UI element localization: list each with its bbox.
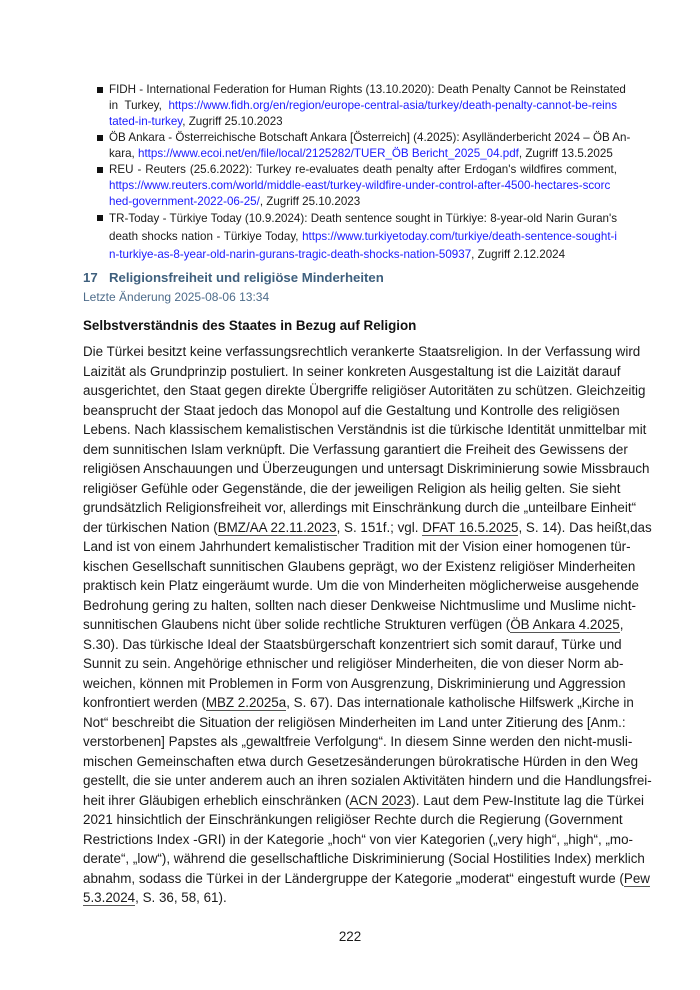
text-line <box>109 162 617 178</box>
text-line <box>83 810 623 830</box>
text-line <box>83 537 631 557</box>
reference-url-link[interactable]: n-turkiye-as-8-year-old-narin-gurans-tragic-death-shocks-nation-50937 <box>109 248 472 261</box>
text-span: kischen Gesellschaft sunnitischen Glaubens geprägt, wo der Existenz religiöser Minderheiten <box>83 558 636 574</box>
reference-url-link[interactable]: https://www.turkiyetoday.com/turkiye/death-sentence-sought-i <box>302 230 617 243</box>
text-line <box>109 246 617 264</box>
text-span: Die Türkei besitzt keine verfassungsrechtlich verankerte Staatsreligion. In der Verfassung wird <box>83 344 641 359</box>
reference-url-link[interactable]: tated-in-turkey <box>109 115 183 128</box>
text-span: praktisch kein Platz eingeräumt wurde. Um die von Minderheiten möglicherweise ausgehende <box>83 578 640 593</box>
text-span: , S. 67). Das internationale katholische Hilfswerk „Kirche in <box>286 695 634 710</box>
text-span: heit ihrer Gläubigen erheblich einschränken ( <box>83 792 350 808</box>
text-line <box>83 596 637 616</box>
text-line <box>83 830 633 850</box>
text-line <box>83 576 640 596</box>
bullet-icon <box>97 215 103 221</box>
text-span: ausgerichtet, den Staat gegen direkte Übergriffe religiöser Autoritäten zu schützen. Gleichzeitig <box>83 383 646 398</box>
text-span: religiösen Anschauungen und Überzeugungen und untersagt Diskriminierung sowie Missbrauch <box>83 461 650 476</box>
text-span: Bedrohung gering zu halten, sollten nach dieser Denkweise Nichtmuslime und Muslime nicht- <box>83 597 637 613</box>
text-span: sunnitischen Glaubens nicht über solide rechtliche Strukturen verfügen ( <box>83 617 511 632</box>
subheading: Selbstverständnis des Staates in Bezug auf Religion <box>83 318 417 333</box>
text-line <box>109 130 631 146</box>
text-span: mischen Gemeinschaften etwa durch Gesetzesänderungen bürokratische Hürden in den Weg <box>83 753 639 769</box>
reference-url-link[interactable]: https://www.reuters.com/world/middle-east/turkey-wildfire-under-control-after-4500-hectares-scorc <box>109 179 611 192</box>
text-line <box>83 420 647 440</box>
citation-link[interactable]: ÖB Ankara 4.2025 <box>510 617 620 632</box>
section-heading <box>83 270 384 286</box>
text-line <box>109 178 617 194</box>
reference-url-link[interactable]: https://www.fidh.org/en/region/europe-central-asia/turkey/death-penalty-cannot-be-reins <box>168 99 617 112</box>
text-span: religiöser Gefühle oder Gegenstände, die der jeweiligen Religion als heilig gelten. Sie sieht <box>83 480 621 496</box>
text-line <box>83 713 626 733</box>
text-line <box>83 849 645 869</box>
text-span: gestellt, die sie unter anderem auch an ihren sozialen Aktivitäten hindern und die Handlungsfrei- <box>83 773 652 788</box>
text-span: , Zugriff 2.12.2024 <box>471 248 566 261</box>
text-line <box>83 440 628 460</box>
body-paragraph <box>83 342 652 908</box>
text-span: Lebens. Nach klassischem kemalistischen Verständnis ist die türkische Identität unmittelbar mit <box>83 422 647 437</box>
text-line <box>83 342 641 362</box>
section-title: Religionsfreiheit und religiöse Minderheiten <box>109 270 384 285</box>
text-line <box>83 459 650 479</box>
text-span: death shocks nation - Türkiye Today, <box>109 230 303 243</box>
text-span: , S. 151f.; vgl. <box>336 519 423 535</box>
text-line <box>83 635 622 655</box>
text-span: beansprucht der Staat jedoch das Monopol auf die Gestaltung und Kontrolle des religiösen <box>83 402 620 418</box>
citation-link[interactable]: BMZ/AA 22.11.2023 <box>217 519 337 535</box>
bullet-icon <box>97 135 103 141</box>
text-span: S.30). Das türkische Ideal der Staatsbürgerschaft konzentriert sich somit darauf, Türke und <box>83 636 622 652</box>
text-line <box>109 98 617 114</box>
reference-url-link[interactable]: https://www.ecoi.net/en/file/local/2125282/TUER_ÖB Bericht_2025_04.pdf <box>138 147 519 160</box>
text-span: ). Laut dem Pew-Institute lag die Türkei <box>411 792 644 808</box>
reference-item <box>97 162 617 210</box>
text-span: kara, <box>109 147 138 160</box>
text-line <box>83 401 620 421</box>
text-line <box>109 146 617 162</box>
text-line <box>83 869 650 889</box>
page-number: 222 <box>338 929 362 944</box>
text-span: Laizität als Grundprinzip postuliert. In seiner konkreten Ausgestaltung ist die Laizität darauf <box>83 363 621 379</box>
reference-item <box>97 210 617 264</box>
text-line <box>83 732 633 752</box>
citation-link[interactable]: Pew <box>623 870 650 886</box>
text-line <box>83 752 639 772</box>
text-line <box>109 210 617 228</box>
citation-link[interactable]: MBZ 2.2025a <box>205 695 287 710</box>
references-list <box>97 82 631 264</box>
text-span: 2021 hinsichtlich der Einschränkungen religiöser Rechte durch die Regierung (Government <box>83 812 623 827</box>
text-span: , S. 14). Das heißt,das <box>518 519 652 535</box>
text-span: , <box>619 617 624 632</box>
text-line <box>83 888 617 908</box>
text-span: , Zugriff 13.5.2025 <box>518 147 613 160</box>
text-span: , S. 36, 58, 61). <box>135 890 227 905</box>
text-span: in Turkey, <box>109 99 169 112</box>
text-line <box>83 362 621 382</box>
text-span: weichen, können mit Problemen in Form von Ausgrenzung, Diskriminierung und Aggression <box>83 675 626 691</box>
text-line <box>83 557 636 577</box>
text-span: Sunnit zu sein. Angehörige ethnischer und religiöser Minderheiten, die von dieser Norm ab- <box>83 656 624 671</box>
reference-url-link[interactable]: hed-government-2022-06-25/ <box>109 195 260 208</box>
text-span: Not“ beschreibt die Situation der religiösen Minderheiten im Land unter Zitierung des [Anm.: <box>83 714 626 730</box>
reference-item <box>97 130 631 162</box>
reference-item <box>97 82 626 130</box>
text-span: Restrictions Index -GRI) in der Kategorie „hoch“ von vier Kategorien („very high“, „high“, „mo- <box>83 831 633 847</box>
text-line <box>109 228 617 246</box>
text-line <box>109 194 617 210</box>
text-span: abnahm, sodass die Türkei in der Ländergruppe der Kategorie „moderat“ eingestuft wurde ( <box>83 870 624 886</box>
text-line <box>109 114 617 130</box>
text-span: grundsätzlich Religionsfreiheit vor, allerdings mit Einschränkung durch die „unteilbare Einheit“ <box>83 500 637 515</box>
text-span: dem sunnitischen Islam verknüpft. Die Verfassung garantiert die Freiheit des Gewissens der <box>83 441 628 457</box>
text-span: konfrontiert werden ( <box>83 695 206 710</box>
text-line <box>109 82 626 98</box>
text-line <box>83 498 637 518</box>
text-span: verstorbenen] Papstes als „gewaltfreie Verfolgung“. In diesem Sinne werden den nicht-musli- <box>83 734 633 749</box>
citation-link[interactable]: 5.3.2024 <box>83 890 136 905</box>
text-line <box>83 479 621 499</box>
text-line <box>83 693 634 713</box>
text-span: der türkischen Nation ( <box>83 519 218 535</box>
bullet-icon <box>97 87 103 93</box>
text-span: , Zugriff 25.10.2023 <box>182 115 283 128</box>
text-line <box>83 791 644 811</box>
text-span: TR-Today - Türkiye Today (10.9.2024): Death sentence sought in Türkiye: 8-year-old Narin Guran's <box>109 212 617 225</box>
citation-link[interactable]: ACN 2023 <box>349 792 412 808</box>
text-span: ÖB Ankara - Österreichische Botschaft Ankara [Österreich] (4.2025): Asylländerbericht 2024 – ÖB An- <box>109 131 631 144</box>
text-span: derate“, „low“), während die gesellschaftliche Diskriminierung (Social Hostilities Index) merklich <box>83 851 645 866</box>
text-line <box>83 674 626 694</box>
text-span: , Zugriff 25.10.2023 <box>259 195 361 208</box>
last-changed-date: Letzte Änderung 2025-08-06 13:34 <box>83 290 270 304</box>
text-line <box>83 615 624 635</box>
text-line <box>83 381 646 401</box>
text-span: FIDH - International Federation for Human Rights (13.10.2020): Death Penalty Cannot be Reinstated <box>109 83 626 96</box>
text-span: Land ist von einem Jahrhundert kemalistischer Tradition mit der Vision einer homogenen tür- <box>83 539 631 554</box>
text-line <box>83 654 624 674</box>
citation-link[interactable]: DFAT 16.5.2025 <box>422 519 519 535</box>
text-line <box>83 518 652 538</box>
text-span: REU - Reuters (25.6.2022): Turkey re-evaluates death penalty after Erdogan's wildfires comment, <box>109 163 617 176</box>
text-line <box>83 771 652 791</box>
section-number: 17 <box>83 270 98 285</box>
bullet-icon <box>97 167 103 173</box>
